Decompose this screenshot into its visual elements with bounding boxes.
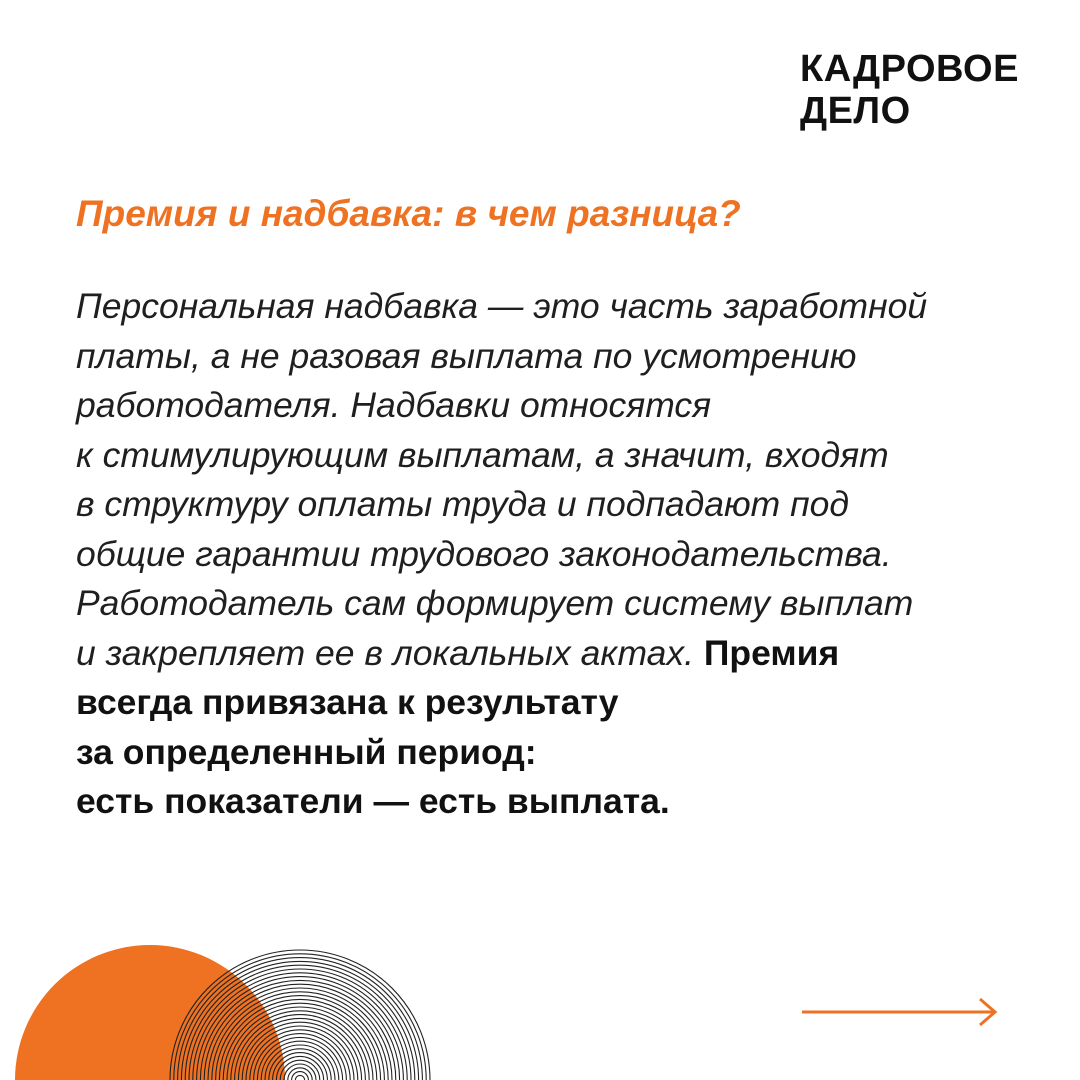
bold-line: [76, 777, 1066, 827]
orange-circle: [15, 945, 285, 1080]
bold-text: есть показатели — есть выплата.: [76, 781, 670, 821]
ring: [295, 1075, 304, 1080]
body-line: в структуру оплаты труда и подпадают под: [76, 484, 850, 524]
body-line: платы, а не разовая выплата по усмотрению: [76, 335, 857, 376]
slide-title: Премия и надбавка: в чем разница?: [76, 193, 741, 234]
body-line: общие гарантии трудового законодательства.: [76, 533, 892, 574]
arrow-right-icon[interactable]: [800, 996, 1000, 1028]
body-line: Работодатель сам формирует систему выплат: [76, 583, 914, 623]
brand-logo: [800, 48, 1019, 132]
ring: [280, 1060, 320, 1080]
logo-line-2: ДЕЛО: [800, 90, 911, 132]
body-line: к стимулирующим выплатам, а значит, входят: [76, 434, 889, 475]
circles-decoration: [0, 930, 460, 1080]
body-line: Персональная надбавка — это часть заработной: [76, 286, 928, 326]
bold-text: всегда привязана к результату: [76, 682, 619, 722]
bold-line: [76, 728, 1066, 778]
body-line-with-bold: [76, 629, 1066, 679]
slide-body: [76, 282, 1066, 827]
bold-line: [76, 678, 1066, 728]
body-line: и закрепляет ее в локальных актах.: [76, 632, 695, 673]
bold-text: Премия: [703, 632, 840, 673]
body-line: работодателя. Надбавки относятся: [76, 385, 712, 425]
bold-text: за определенный период:: [76, 731, 537, 772]
logo-line-1: КАДРОВОЕ: [800, 48, 1019, 90]
